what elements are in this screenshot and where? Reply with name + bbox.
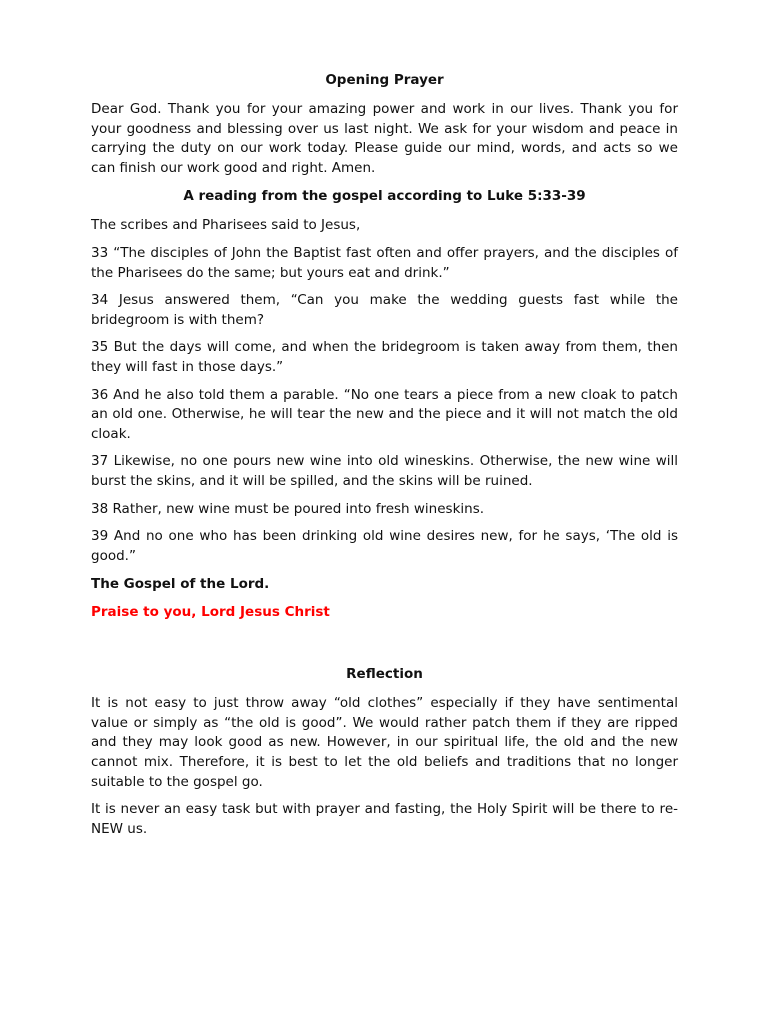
opening-prayer-text: Dear God. Thank you for your amazing power and work in our lives. Thank you for your goodness and blessing over us last night. We ask for your wisdom and peace in carrying the duty on our work today. Please guide our mind, words, and acts so we can finish our work good and right. Amen.	[91, 101, 678, 176]
verse-34: 34 Jesus answered them, “Can you make the wedding guests fast while the bridegroom is with them?	[91, 292, 678, 328]
verse-38: 38 Rather, new wine must be poured into fresh wineskins.	[91, 500, 485, 517]
reflection-paragraph-1: It is not easy to just throw away “old clothes” especially if they have sentimental value or simply as “the old is good”. We would rather patch them if they are ripped and they may look good as new. However, in our spiritual life, the old and the new cannot mix. Therefore, it is best to let the old beliefs and traditions that no longer suitable to the gospel go.	[91, 695, 678, 790]
verse-37: 37 Likewise, no one pours new wine into old wineskins. Otherwise, the new wine will burst the skins, and it will be spilled, and the skins will be ruined.	[91, 453, 678, 489]
verse-35: 35 But the days will come, and when the bridegroom is taken away from them, then they will fast in those days.”	[91, 339, 678, 375]
opening-prayer-title: Opening Prayer	[325, 72, 444, 88]
verse-36: 36 And he also told them a parable. “No one tears a piece from a new cloak to patch an old one. Otherwise, he will tear the new and the piece and it will not match the old cloak.	[91, 386, 678, 442]
verse-33: 33 “The disciples of John the Baptist fast often and offer prayers, and the disciples of the Pharisees do the same; but yours eat and drink.”	[91, 244, 678, 281]
section-spacer	[91, 630, 678, 664]
gospel-reading-title: A reading from the gospel according to Luke 5:33-39	[183, 188, 586, 205]
gospel-closing: The Gospel of the Lord.	[91, 576, 270, 593]
reflection-title: Reflection	[346, 666, 423, 683]
gospel-reading-intro: The scribes and Pharisees said to Jesus,	[91, 217, 361, 234]
verse-39: 39 And no one who has been drinking old wine desires new, for he says, ‘The old is good.”	[91, 528, 678, 564]
reflection-paragraph-2: It is never an easy task but with prayer and fasting, the Holy Spirit will be there to re-NEW us.	[91, 801, 678, 837]
document-page	[91, 70, 678, 847]
gospel-response: Praise to you, Lord Jesus Christ	[91, 604, 330, 621]
